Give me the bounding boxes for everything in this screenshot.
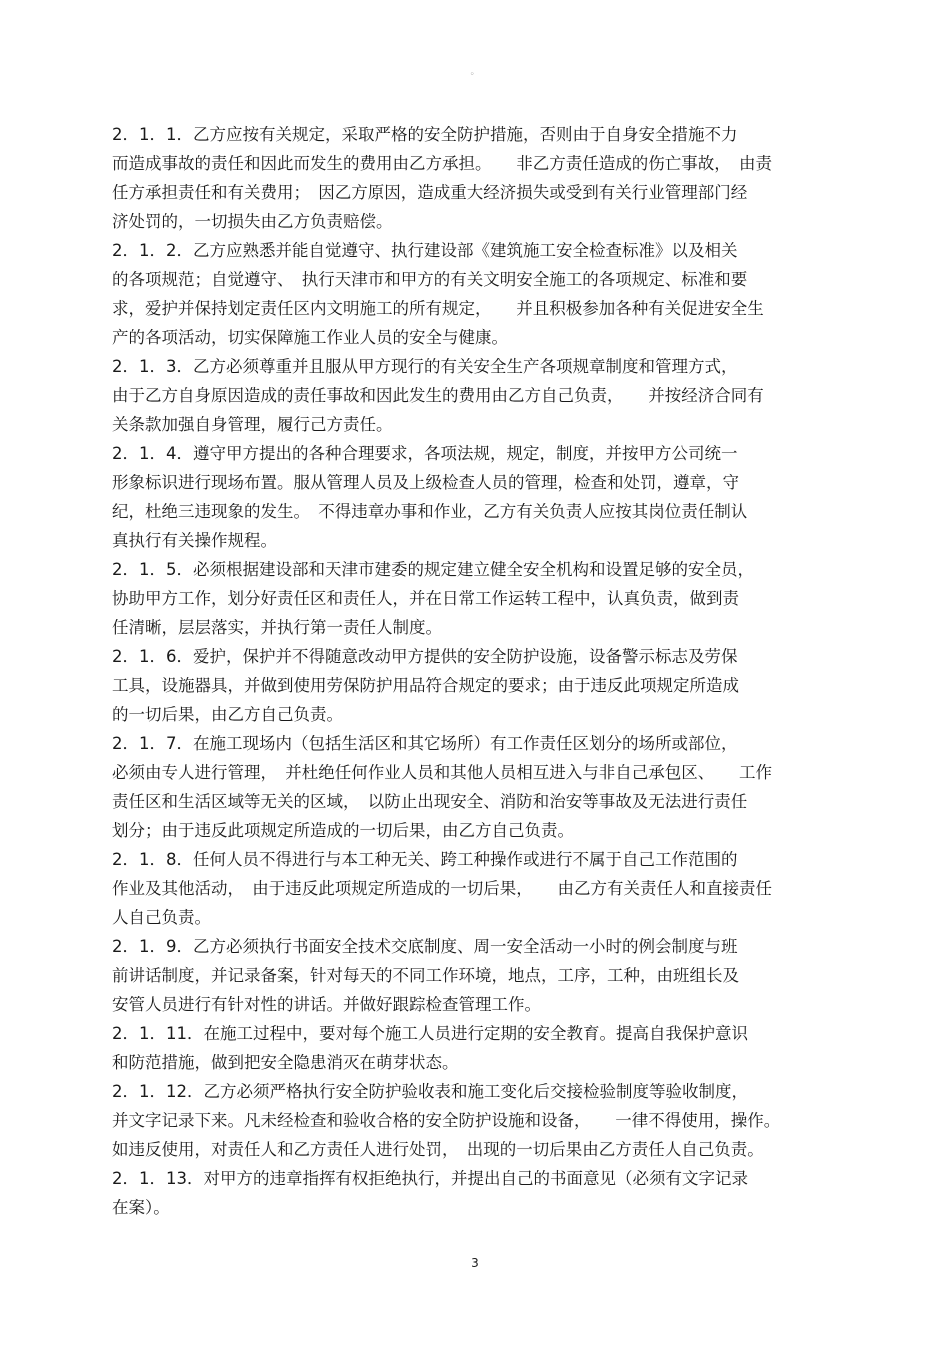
text-line: 2．1．5．必须根据建设部和天津市建委的规定建立健全安全机构和设置足够的安全员， <box>112 560 754 579</box>
clause-2-1-12 <box>112 1077 842 1164</box>
text-line: 产的各项活动，切实保障施工作业人员的安全与健康。 <box>112 328 508 347</box>
text-line: 前讲话制度，并记录备案，针对每天的不同工作环境，地点，工序，工种，由班组长及 <box>112 966 739 985</box>
clause-2-1-1 <box>112 120 842 236</box>
text-line: 划分；由于违反此项规定所造成的一切后果，由乙方自己负责。 <box>112 821 574 840</box>
text-line: 必须由专人进行管理， 并杜绝任何作业人员和其他人员相互进入与非自己承包区、 工作 <box>112 763 772 782</box>
text-line: 责任区和生活区域等无关的区域， 以防止出现安全、消防和治安等事故及无法进行责任 <box>112 792 748 811</box>
text-line: 2．1．2．乙方应熟悉并能自觉遵守、执行建设部《建筑施工安全检查标准》以及相关 <box>112 241 738 260</box>
clause-2-1-5 <box>112 555 842 642</box>
clause-2-1-6 <box>112 642 842 729</box>
text-line: 作业及其他活动， 由于违反此项规定所造成的一切后果， 由乙方有关责任人和直接责任 <box>112 879 772 898</box>
text-line: 2．1．12．乙方必须严格执行安全防护验收表和施工变化后交接检验制度等验收制度， <box>112 1082 748 1101</box>
text-line: 2．1．13．对甲方的违章指挥有权拒绝执行，并提出自己的书面意见（必须有文字记录 <box>112 1169 748 1188</box>
text-line: 任方承担责任和有关费用； 因乙方原因，造成重大经济损失或受到有关行业管理部门经 <box>112 183 748 202</box>
clause-2-1-11 <box>112 1019 842 1077</box>
text-line: 2．1．9．乙方必须执行书面安全技术交底制度、周一安全活动一小时的例会制度与班 <box>112 937 738 956</box>
text-line: 任清晰，层层落实，并执行第一责任人制度。 <box>112 618 442 637</box>
text-line: 的各项规范；自觉遵守、 执行天津市和甲方的有关文明安全施工的各项规定、标准和要 <box>112 270 748 289</box>
clause-2-1-8 <box>112 845 842 932</box>
text-line: 人自己负责。 <box>112 908 211 927</box>
text-line: 工具，设施器具，并做到使用劳保防护用品符合规定的要求；由于违反此项规定所造成 <box>112 676 739 695</box>
text-line: 2．1．11．在施工过程中，要对每个施工人员进行定期的安全教育。提高自我保护意识 <box>112 1024 748 1043</box>
text-line: 而造成事故的责任和因此而发生的费用由乙方承担。 非乙方责任造成的伤亡事故， 由责 <box>112 154 772 173</box>
clause-2-1-13 <box>112 1164 842 1222</box>
clause-2-1-9 <box>112 932 842 1019</box>
text-line: 和防范措施，做到把安全隐患消灭在萌芽状态。 <box>112 1053 459 1072</box>
text-line: 并文字记录下来。凡未经检查和验收合格的安全防护设施和设备， 一律不得使用，操作。 <box>112 1111 781 1130</box>
clause-2-1-2 <box>112 236 842 352</box>
text-line: 形象标识进行现场布置。服从管理人员及上级检查人员的管理，检查和处罚，遵章，守 <box>112 473 739 492</box>
text-line: 真执行有关操作规程。 <box>112 531 277 550</box>
text-line: 如违反使用，对责任人和乙方责任人进行处罚， 出现的一切后果由乙方责任人自己负责。 <box>112 1140 764 1159</box>
page-number: 3 <box>471 1256 479 1270</box>
text-line: 2．1．6．爱护，保护并不得随意改动甲方提供的安全防护设施，设备警示标志及劳保 <box>112 647 738 666</box>
text-line: 的一切后果，由乙方自己负责。 <box>112 705 343 724</box>
text-line: 求，爱护并保持划定责任区内文明施工的所有规定， 并且积极参加各种有关促进安全生 <box>112 299 764 318</box>
clause-2-1-4 <box>112 439 842 555</box>
text-line: 由于乙方自身原因造成的责任事故和因此发生的费用由乙方自己负责， 并按经济合同有 <box>112 386 764 405</box>
top-mark: 。 <box>470 67 480 77</box>
text-line: 2．1．8．任何人员不得进行与本工种无关、跨工种操作或进行不属于自己工作范围的 <box>112 850 738 869</box>
text-line: 2．1．4．遵守甲方提出的各种合理要求，各项法规，规定，制度，并按甲方公司统一 <box>112 444 738 463</box>
clause-2-1-3 <box>112 352 842 439</box>
text-line: 安管人员进行有针对性的讲话。并做好跟踪检查管理工作。 <box>112 995 541 1014</box>
document-body <box>112 120 842 1222</box>
text-line: 纪，杜绝三违现象的发生。 不得违章办事和作业，乙方有关负责人应按其岗位责任制认 <box>112 502 748 521</box>
text-line: 2．1．3．乙方必须尊重并且服从甲方现行的有关安全生产各项规章制度和管理方式， <box>112 357 738 376</box>
text-line: 2．1．7．在施工现场内（包括生活区和其它场所）有工作责任区划分的场所或部位， <box>112 734 738 753</box>
text-line: 协助甲方工作，划分好责任区和责任人，并在日常工作运转工程中，认真负责，做到责 <box>112 589 739 608</box>
text-line: 济处罚的，一切损失由乙方负责赔偿。 <box>112 212 393 231</box>
text-line: 关条款加强自身管理，履行己方责任。 <box>112 415 393 434</box>
text-line: 在案）。 <box>112 1198 170 1217</box>
text-line: 2．1．1．乙方应按有关规定，采取严格的安全防护措施，否则由于自身安全措施不力 <box>112 125 738 144</box>
clause-2-1-7 <box>112 729 842 845</box>
